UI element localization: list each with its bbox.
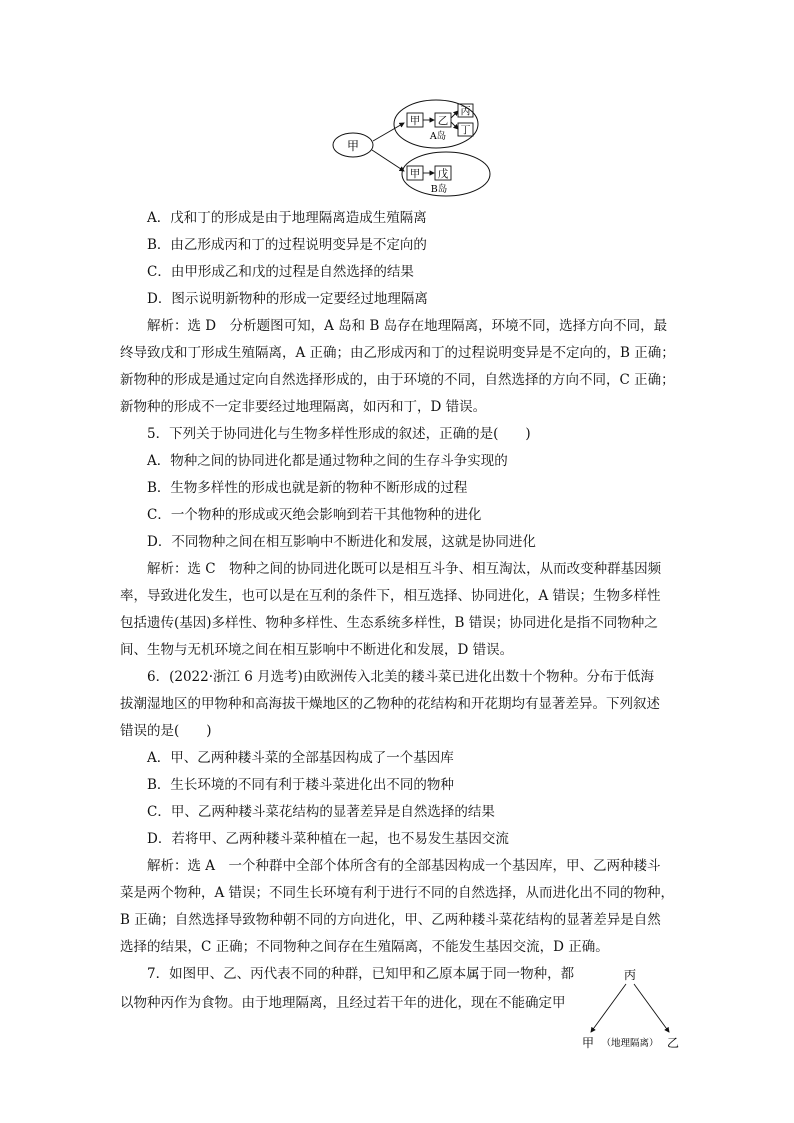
q5-analysis-line: 率，导致进化发生，也可以是在互利的条件下，相互选择、协同进化，A 错误；生物多样性 [120,588,661,604]
speciation-diagram [328,94,498,198]
diagram2-right: 乙 [666,1036,680,1050]
island-a-label: A岛 [429,131,447,142]
q7-stem-line: 7．如图甲、乙、丙代表不同的种群，已知甲和乙原本属于同一物种，都 [147,966,575,982]
q6-stem-line: 错误的是( ) [120,723,212,739]
island-b-second: 戊 [437,168,449,180]
q6-option-c: C．甲、乙两种耧斗菜花结构的显著差异是自然选择的结果 [147,804,495,820]
q6-option-a: A．甲、乙两种耧斗菜的全部基因构成了一个基因库 [147,750,454,766]
q6-analysis-line: 菜是两个物种，A 错误；不同生长环境有利于进行不同的自然选择，从而进化出不同的物种， [120,885,675,901]
island-a-first: 甲 [409,115,421,127]
q5-analysis-line: 解析：选 C 物种之间的协同进化既可以是相互斗争、相互淘汰，从而改变种群基因频 [147,561,662,577]
q6-analysis-line: B 正确；自然选择导致物种朝不同的方向进化，甲、乙两种耧斗菜花结构的显著差异是自然 [120,912,661,928]
island-a-branch-bottom: 丁 [460,125,471,137]
q5-analysis-line: 间、生物与无机环境之间在相互影响中不断进化和发展，D 错误。 [120,642,514,658]
diagram2-left: 甲 [581,1036,595,1050]
island-a-second: 乙 [437,115,449,127]
diagram2-top: 丙 [623,968,637,982]
q6-analysis-line: 解析：选 A 一个种群中全部个体所含有的全部基因构成一个基因库，甲、乙两种耧斗 [147,858,661,874]
q4-analysis-line: 新物种的形成不一定非要经过地理隔离，如丙和丁，D 错误。 [120,399,487,415]
q5-option-a: A．物种之间的协同进化都是通过物种之间的生存斗争实现的 [147,453,508,469]
island-b-first: 甲 [409,168,421,180]
island-b-label: B岛 [430,184,448,195]
q7-stem-line: 以物种丙作为食物。由于地理隔离，且经过若干年的进化，现在不能确定甲 [120,995,566,1011]
q4-analysis-line: 新物种的形成是通过定向自然选择形成的，由于环境的不同，自然选择的方向不同，C 正确； [120,372,675,388]
q5-analysis-line: 包括遗传(基因)多样性、物种多样性、生态系统多样性，B 错误；协同进化是指不同物种之 [120,615,658,631]
diagram2-middle: （地理隔离） [601,1038,659,1049]
q5-stem: 5．下列关于协同进化与生物多样性形成的叙述，正确的是( ) [147,426,531,442]
q6-option-d: D．若将甲、乙两种耧斗菜种植在一起，也不易发生基因交流 [147,831,509,847]
q6-option-b: B．生长环境的不同有利于耧斗菜进化出不同的物种 [147,777,454,793]
q4-analysis-line: 终导致戊和丁形成生殖隔离，A 正确；由乙形成丙和丁的过程说明变异是不定向的，B 正确； [120,345,675,361]
island-a-branch-top: 丙 [460,106,471,118]
q6-stem-line: 拔潮湿地区的甲物种和高海拔干燥地区的乙物种的花结构和开花期均有显著差异。下列叙述 [120,696,660,712]
source-label: 甲 [346,139,360,153]
q6-analysis-line: 选择的结果，C 正确；不同物种之间存在生殖隔离，不能发生基因交流，D 正确。 [120,939,609,955]
q5-option-d: D．不同物种之间在相互影响中不断进化和发展，这就是协同进化 [147,534,536,550]
q4-analysis-line: 解析：选 D 分析题图可知，A 岛和 B 岛存在地理隔离，环境不同，选择方向不同，最 [147,318,668,334]
q6-stem-line: 6．(2022·浙江 6 月选考)由欧洲传入北美的耧斗菜已进化出数十个物种。分布于低海 [147,669,654,685]
q4-option-a: A．戊和丁的形成是由于地理隔离造成生殖隔离 [147,210,427,226]
q4-option-d: D．图示说明新物种的形成一定要经过地理隔离 [147,291,428,307]
q4-option-c: C．由甲形成乙和戊的过程是自然选择的结果 [147,264,414,280]
isolation-diagram [578,962,688,1052]
q5-option-b: B．生物多样性的形成也就是新的物种不断形成的过程 [147,480,468,496]
q4-option-b: B．由乙形成丙和丁的过程说明变异是不定向的 [147,237,427,253]
q5-option-c: C．一个物种的形成或灭绝会影响到若干其他物种的进化 [147,507,482,523]
